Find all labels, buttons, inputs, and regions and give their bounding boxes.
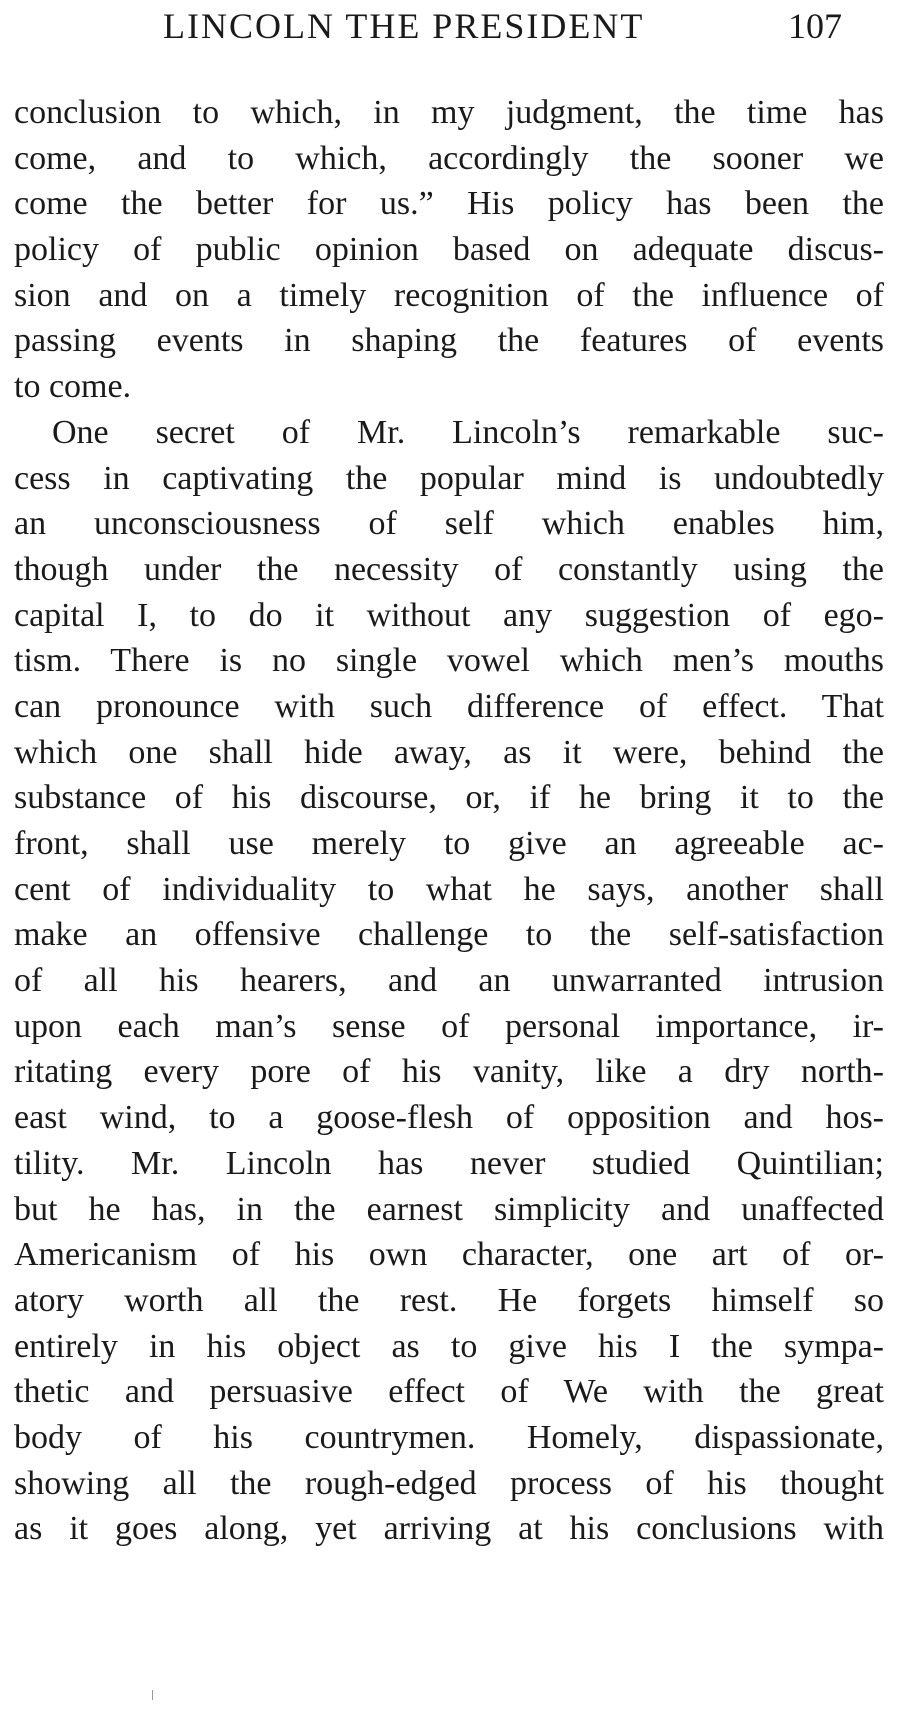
text-line: which one shall hide away, as it were, behind the xyxy=(14,733,884,771)
text-line: tility. Mr. Lincoln has never studied Quintilian; xyxy=(14,1144,884,1182)
text-line: an unconsciousness of self which enables him, xyxy=(14,505,884,543)
text-line: can pronounce with such difference of effect. That xyxy=(14,687,884,725)
text-line: come the better for us.” His policy has been the xyxy=(14,185,884,223)
text-line: upon each man’s sense of personal importance, ir- xyxy=(14,1007,884,1045)
text-line: passing events in shaping the features of events xyxy=(14,322,884,360)
text-line: make an offensive challenge to the self-satisfaction xyxy=(14,916,884,954)
text-line: ritating every pore of his vanity, like a dry north- xyxy=(14,1053,884,1091)
text-line: front, shall use merely to give an agreeable ac- xyxy=(14,825,884,862)
text-line: One secret of Mr. Lincoln’s remarkable suc- xyxy=(52,413,884,451)
text-line: atory worth all the rest. He forgets himself so xyxy=(14,1281,884,1319)
text-line: body of his countrymen. Homely, dispassionate, xyxy=(14,1418,884,1456)
text-line: come, and to which, accordingly the sooner we xyxy=(14,139,884,177)
text-line: of all his hearers, and an unwarranted intrusion xyxy=(14,962,884,1000)
text-line: cess in captivating the popular mind is undoubtedly xyxy=(14,459,884,497)
running-title: LINCOLN THE PRESIDENT xyxy=(163,6,645,46)
paragraph-1 xyxy=(14,90,884,410)
page-number: 107 xyxy=(788,6,842,46)
text-line: policy of public opinion based on adequate discus- xyxy=(14,231,884,269)
text-line: thetic and persuasive effect of We with the great xyxy=(14,1373,884,1411)
text-line: to come. xyxy=(14,368,132,406)
text-line: capital I, to do it without any suggestion of ego- xyxy=(14,596,884,634)
text-line: Americanism of his own character, one art of or- xyxy=(14,1236,884,1274)
body-text xyxy=(14,90,884,1552)
text-line: conclusion to which, in my judgment, the time has xyxy=(14,94,884,131)
paragraph-2 xyxy=(14,410,884,1552)
running-header xyxy=(0,4,900,54)
text-line: east wind, to a goose-flesh of opposition and hos- xyxy=(14,1099,884,1137)
text-line: but he has, in the earnest simplicity and unaffected xyxy=(14,1190,884,1228)
text-line: cent of individuality to what he says, another shall xyxy=(14,870,884,908)
text-line: entirely in his object as to give his I the sympa- xyxy=(14,1327,884,1365)
text-line: sion and on a timely recognition of the influence of xyxy=(14,276,884,314)
text-line: showing all the rough-edged process of his thought xyxy=(14,1464,884,1502)
text-line: though under the necessity of constantly using the xyxy=(14,550,884,588)
text-line: substance of his discourse, or, if he bring it to the xyxy=(14,779,884,817)
text-line: tism. There is no single vowel which men’s mouths xyxy=(14,642,884,680)
text-line: as it goes along, yet arriving at his conclusions with xyxy=(14,1510,884,1548)
printer-mark xyxy=(152,1690,153,1700)
